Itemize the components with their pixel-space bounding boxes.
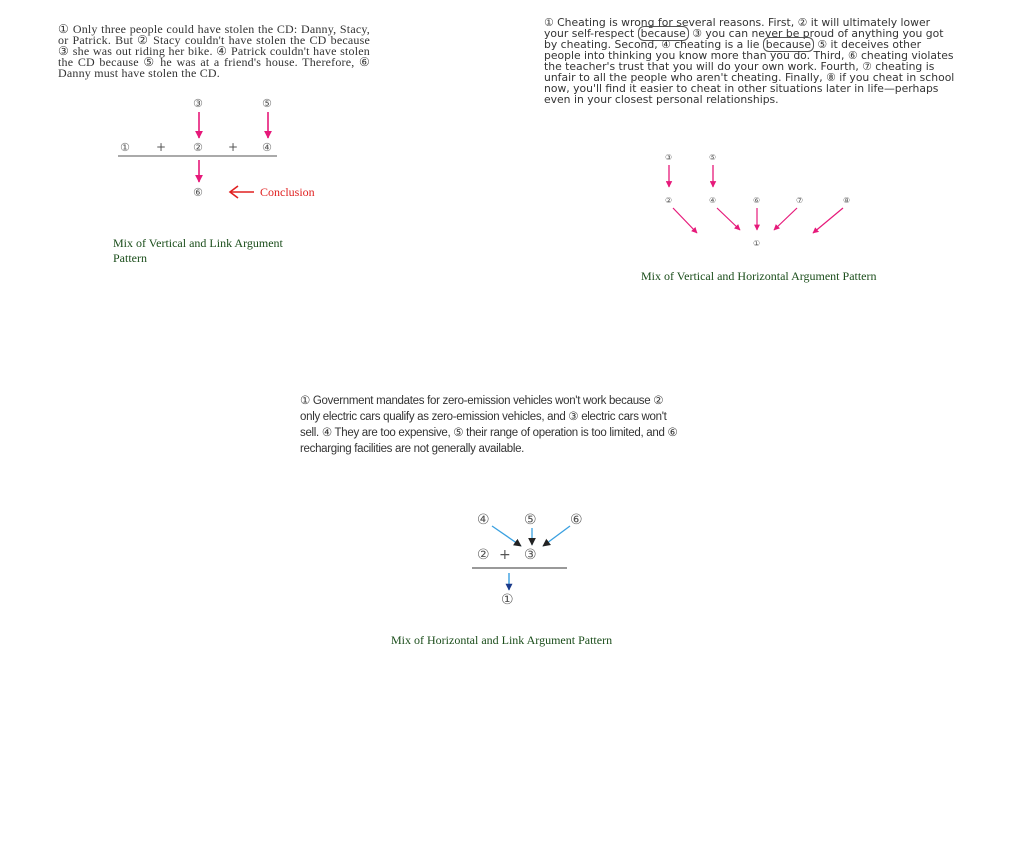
d1-conclusion-arrow [230, 186, 254, 198]
d2-node-6: ⑥ [753, 196, 761, 205]
caption-vertical-horizontal: Mix of Vertical and Horizontal Argument Pattern [641, 269, 877, 283]
caption-horizontal-link: Mix of Horizontal and Link Argument Pattern [391, 633, 613, 647]
passage-cheating-part-b: ③ you can never be proud of anything you got by cheating. Second, ④ cheating is a lie [544, 27, 944, 51]
d2-arrow-4-to-1 [717, 208, 740, 230]
d1-plus-1: + [156, 140, 167, 154]
d2-node-4: ④ [709, 196, 717, 205]
d3-arrow-4-to-3 [492, 526, 521, 546]
d2-node-5: ⑤ [709, 153, 717, 162]
d1-node-4: ④ [262, 141, 272, 154]
d1-node-3: ③ [193, 97, 203, 110]
diagram-vertical-link [118, 97, 315, 199]
d1-node-5: ⑤ [262, 97, 272, 110]
diagram-horizontal-link [472, 512, 583, 608]
d2-node-7: ⑦ [796, 196, 804, 205]
d2-node-2: ② [665, 196, 673, 205]
d3-arrow-6-to-3 [543, 526, 570, 546]
d3-node-6: ⑥ [570, 512, 583, 528]
d1-node-2: ② [193, 141, 203, 154]
d3-node-3: ③ [524, 547, 537, 563]
passage-cheating-part-c: ⑤ it deceives other people into thinking you know more than you do. Third, ⑥ cheating violates the teacher's trust that you will do your own work. Fourth, ⑦ cheating is unfair to all the people who aren't cheating. Finally, ⑧ if you cheat in school now, you'll find it easier to cheat in other situations later in life—perhaps even in your closest personal relationships. [544, 38, 955, 106]
d2-node-1: ① [753, 239, 761, 248]
d3-node-2: ② [477, 547, 490, 563]
d2-node-3: ③ [665, 153, 673, 162]
d1-conclusion-label: Conclusion [260, 185, 315, 199]
d3-node-5: ⑤ [524, 512, 537, 528]
because-marker-1: because [638, 26, 689, 41]
because-marker-2: because [763, 37, 814, 52]
d1-node-6: ⑥ [193, 186, 203, 199]
passage-cd-theft-text: ① Only three people could have stolen the CD: Danny, Stacy, or Patrick. But ② Stacy couldn't have stolen the CD because ③ she was out riding her bike. ④ Patrick couldn't have stolen the CD because ⑤ he was at a friend's house. Therefore, ⑥ Danny must have stolen the CD. [58, 22, 370, 80]
d3-node-4: ④ [477, 512, 490, 528]
d2-arrow-7-to-1 [774, 208, 797, 230]
d2-arrow-2-to-1 [673, 208, 697, 233]
d3-plus: + [499, 547, 511, 563]
d2-node-8: ⑧ [843, 196, 851, 205]
passage-cheating-part-a: ① Cheating is wrong for several reasons. First, ② it will ultimately lower your self-respect [544, 16, 931, 40]
diagram-vertical-horizontal [665, 153, 850, 248]
d2-arrow-8-to-1 [813, 208, 843, 233]
d3-node-1: ① [501, 592, 514, 608]
passage-zero-emission-text: ① Government mandates for zero-emission vehicles won't work because ② only electric cars qualify as zero-emission vehicles, and ③ electric cars won't sell. ④ They are too expensive, ⑤ their range of operation is too limited, and ⑥ recharging facilities are not generally available. [300, 395, 678, 455]
caption-vertical-link: Mix of Vertical and Link Argument Pattern [113, 236, 283, 265]
d1-node-1: ① [120, 141, 130, 154]
d1-plus-2: + [228, 140, 239, 154]
